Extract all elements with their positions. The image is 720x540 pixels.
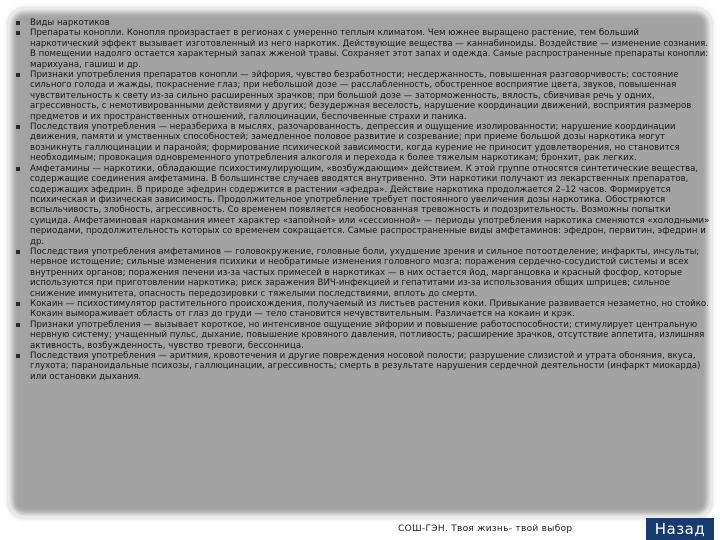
- list-item-text: Последствия употребления — неразбериха в мыслях, разочарованность, депрессия и ощущение изолированности; нарушение координации движения, памяти и умственных способностей; замедленное половое развитие и созревание; при приеме большой дозы наркотика могут возникнуть галлюцинации и паранойя; формирование психической зависимости, когда курение не приносит удовлетворения, но становится необходимым; провокация одновременного употребления алкоголя и перехода к более тяжелым наркотикам; бронхит, рак легких.: [30, 122, 680, 164]
- list-item: [14, 28, 710, 70]
- list-item-text: Виды наркотиков: [30, 18, 110, 28]
- list-item: [14, 164, 710, 247]
- bullet-icon: [16, 167, 20, 171]
- list-item-text: Признаки употребления препаратов конопли — эйфория, чувство безработности; несдержанность, повышенная разговорчивость; состояние сильного голода и жажды, покраснение глаз; при небольшой дозе — расслабленность, обостренное восприятие цвета, звуков, повышенная чувствительность к свету из-за сильно расширенных зрачков; при большой дозе — заторможенность, вялость, сбивчивая речь у одних, агрессивность, с немотивированными действиями у других; безудержная веселость, нарушение координации движений, восприятия размеров предметов и их пространственных отношений, галлюцинации, беспочвенные страхи и паника.: [30, 70, 692, 122]
- list-item-text: Последствия употребления — аритмия, кровотечения и другие повреждения носовой полости; разрушение слизистой и утрата обоняния, вкуса, глухота; параноидальные психозы, галлюцинации, агрессивность; смерть в результате нарушения сердечной деятельности (инфаркт миокарда) или остановки дыхания.: [30, 351, 701, 382]
- list-item: [14, 122, 710, 164]
- list-item: [14, 351, 710, 382]
- bullet-icon: [16, 302, 20, 306]
- list-item: [14, 299, 710, 320]
- list-item-text: Кокаин — психостимулятор растительного происхождения, получаемый из листьев растения коки. Привыкание развивается незаметно, но стойко. Кокаин вымораживает область от глаз до груди — тело становится нечувствительным. Различается на кокаин и крэк.: [30, 298, 709, 320]
- list-item-text: Амфетамины — наркотики, обладающие психостимулирующим, «возбуждающим» действием. К этой группе относятся синтетические вещества, содержащие соединения амфетамина. В большинстве случаев вводятся внутривенно. Эти наркотики получают из лекарственных препаратов, содержащих эфедрин. В природе эфедрин содержится в растении «эфедра». Действие наркотика продолжается 2–12 часов. Формируется психическая и физическая зависимость. Продолжительное употребление требует постоянного увеличения дозы наркотика. Обостряются вспыльчивость, злобность, агрессивность. Со временем появляется необоснованная тревожность и подозрительность. Возможны попытки суицида. Амфетаминовая наркомания имеет характер «запойной» или «сессионной» — периоды употребления наркотика сменяются «холодными» периодами, продолжительность которых со временем сокращается. Самые распространенные виды амфетаминов: эфедрон, первитин, эфедрин и др.: [30, 163, 710, 247]
- list-item: [14, 18, 710, 28]
- footer-text: СОШ-ГЭН. Твоя жизнь- твой выбор: [398, 524, 573, 534]
- list-item-text: Препараты конопли. Конопля произрастает в регионах с умеренно теплым климатом. Чем южнее выращено растение, тем больший наркотический эффект вызывает изготовленный из него наркотик. Действующие вещества — каннабиноиды. Воздействие — изменение сознания. В помещении надолго остается характерный запах жженой травы. Сохраняет этот запах и одежда. Самые распространенные препараты конопли: марихуана, гашиш и др.: [30, 28, 709, 70]
- list-item: [14, 247, 710, 299]
- bullet-icon: [16, 73, 20, 77]
- bullet-icon: [16, 31, 20, 35]
- list-item: [14, 70, 710, 122]
- bullet-icon: [16, 250, 20, 254]
- back-button[interactable]: Назад: [646, 518, 714, 540]
- list-item-text: Признаки употребления — вызывает короткое, но интенсивное ощущение эйфории и повышение работоспособности; стимулирует центральную нервную систему; учащенный пульс, дыхание, повышение кровяного давления, потливость; расширение зрачков, отсутствие аппетита, излишняя активность, возбужденность, чувство тревоги, бессонница.: [30, 319, 705, 351]
- list-item: [14, 320, 710, 351]
- bullet-icon: [16, 21, 20, 25]
- bullet-list: [14, 18, 710, 382]
- bullet-icon: [16, 354, 20, 358]
- bullet-icon: [16, 125, 20, 129]
- bullet-icon: [16, 323, 20, 327]
- list-item-text: Последствия употребления амфетаминов — головокружение, головные боли, ухудшение зрения и сильное потоотделение; инфаркты, инсульты; нервное истощение; сильные изменения психики и необратимые изменения головного мозга; поражения сердечно-сосудистой системы и всех внутренних органов; поражения печени из-за частых примесей в наркотиках — в них остается йод, марганцовка и красный фосфор, которые используются при приготовлении наркотика; риск заражения ВИЧ-инфекцией и гепатитами из-за использования общих шприцев; сильное снижение иммунитета, опасность передозировки с тяжелыми последствиями, вплоть до смерти.: [30, 246, 700, 299]
